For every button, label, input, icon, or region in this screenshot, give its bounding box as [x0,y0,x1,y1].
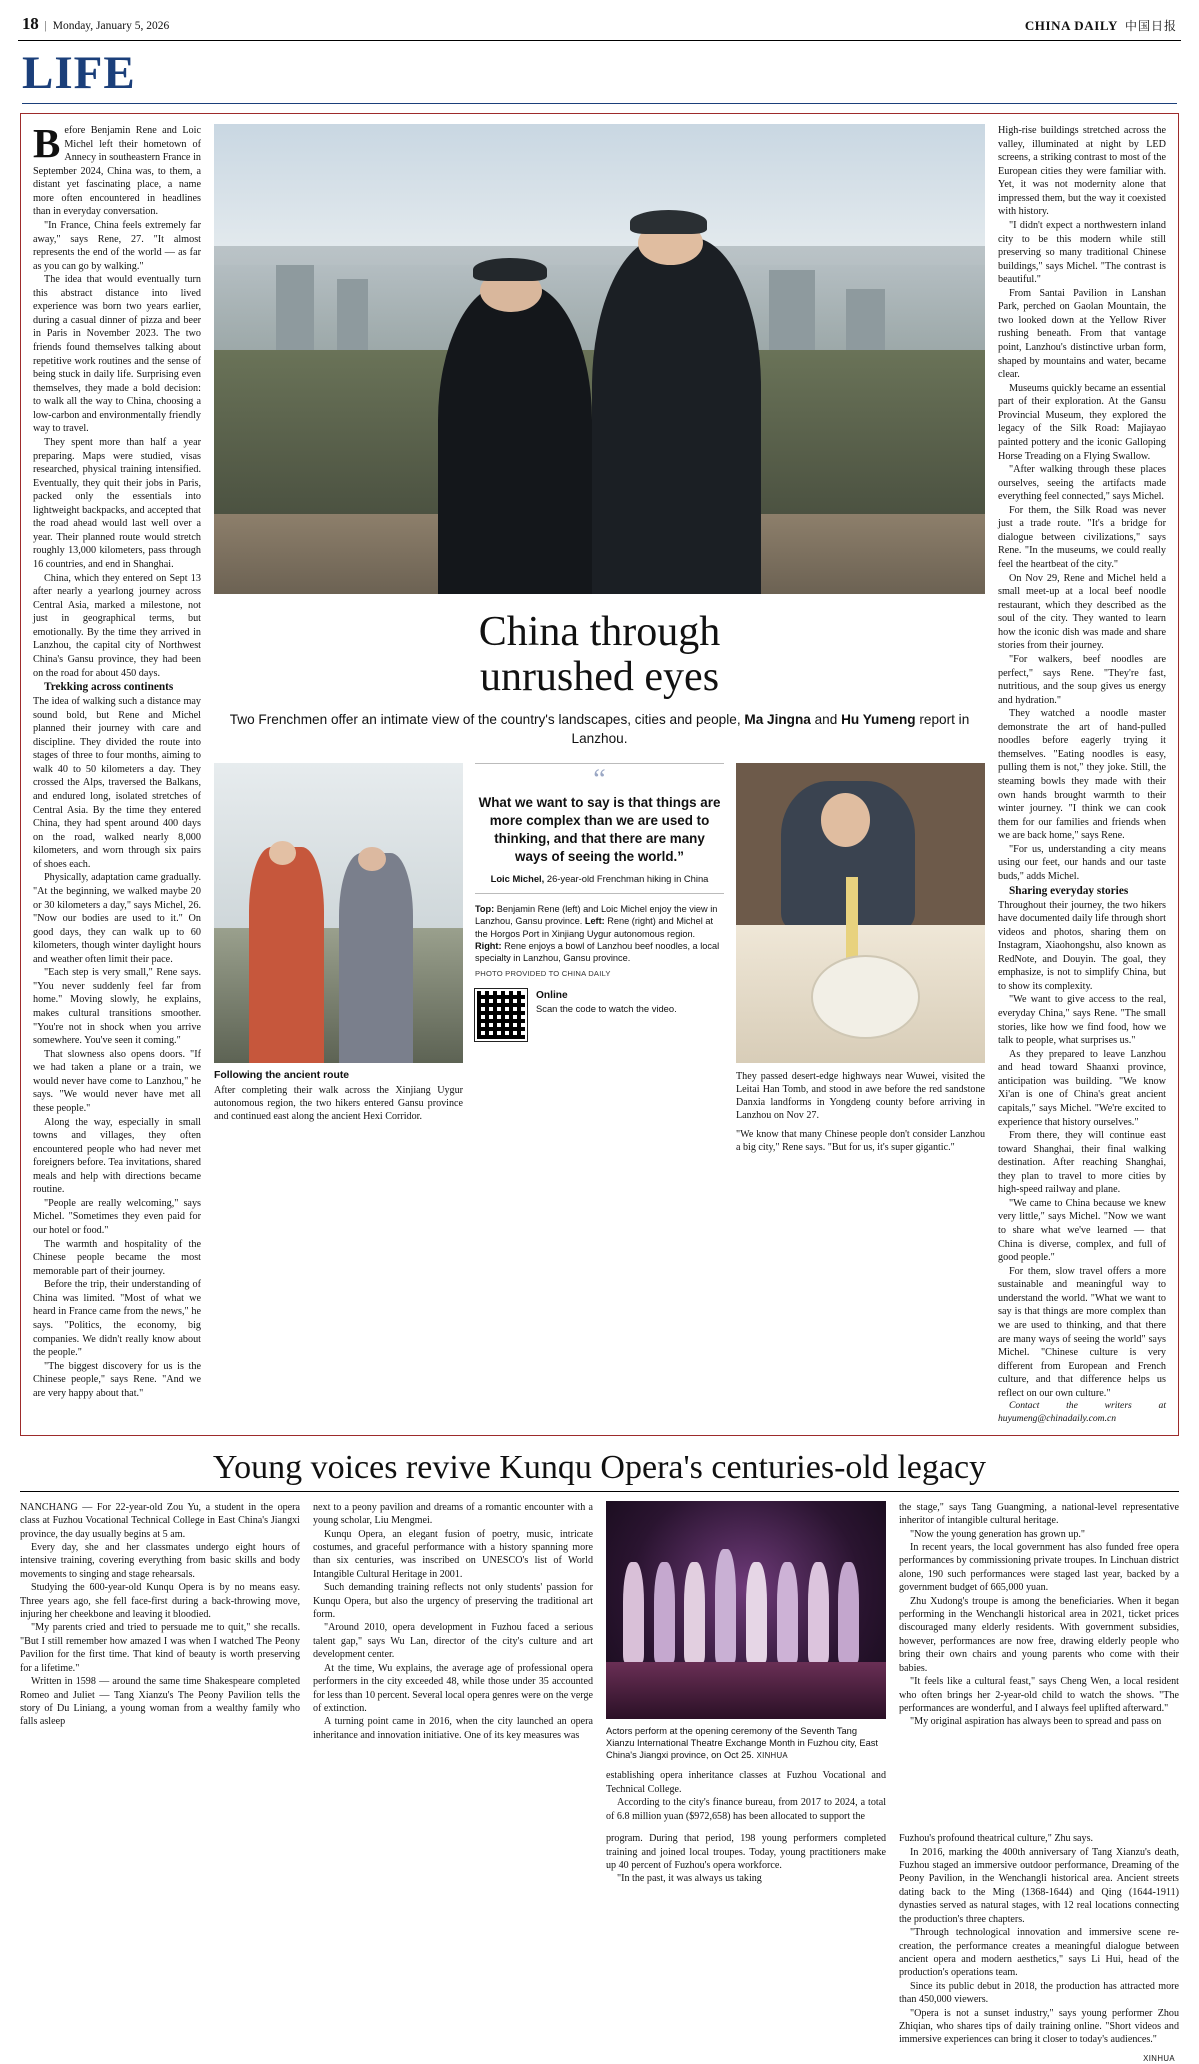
online-label: Online [536,990,568,1002]
paragraph: The warmth and hospitality of the Chinese people became the most memorable part of their journey. [33,1238,201,1277]
photo-sky [214,124,985,265]
feature-lower-row [214,763,985,1155]
caption-source: XINHUA [756,1751,788,1761]
sidebar-body-continued: They passed desert-edge highways near Wuwei, visited the Leitai Han Tomb, and stood in awe before the red sandstone Danxia landforms in Yongdeng county before arriving in Lanzhou on Nov 27. [736,1070,985,1122]
paragraph: "My parents cried and tried to persuade me to quit," she recalls. "But I still remember how amazed I was when I watched The Peony Pavilion for the first time. That kind of beauty is worth preserving for a lifetime." [20,1622,300,1674]
paragraph: Throughout their journey, the two hikers have documented daily life through short videos and photos, sharing them on Instagram, Xiaohongshu, also known as RedNote, and Douyin. The goal, they emphasize, is not to simplify China, but to show its complexity. [998,899,1166,992]
paragraph: That slowness also opens doors. "If we had taken a plane or a train, we would never have come to Lanzhou," he says. "We would never have met all these people." [33,1048,201,1114]
photo-person-left [249,847,324,1063]
paragraph: "We came to China because we knew very little," says Michel. "Now we want to share what we've learned — that China is diverse, complex, and full of good people." [998,1197,1166,1264]
photo-face-right [358,847,385,871]
paragraph: As they prepared to leave Lanzhou and head toward Shaanxi province, anticipation was building. "We know Xi'an is one of China's great ancient capitals," says Michel. "We're excited to experience that history ourselves." [998,1048,1166,1128]
writer-name-1: Ma Jingna [744,712,811,728]
photo-performer [623,1562,644,1662]
story2-column-1 [20,1501,300,1824]
contact-line: Contact the writers at huyumeng@chinadaily.com.cn [998,1400,1166,1424]
paragraph: From there, they will continue east toward Shanghai, their final walking destination. After reaching Shanghai, they plan to travel to more cities by high-speed railway and plane. [998,1130,1166,1196]
photo-building [276,265,315,350]
story2-lower-col-4 [899,1832,1179,2064]
sidebar-body: After completing their walk across the Xinjiang Uygur autonomous region, the two hikers entered Gansu province and continued east along the ancient Hexi Corridor. [214,1084,463,1123]
photo-person-right [592,237,762,594]
paragraph: Since its public debut in 2018, the production has attracted more than 450,000 viewers. [899,1980,1179,2006]
masthead-right [1025,17,1177,34]
sidebar-closing-quote: "We know that many Chinese people don't consider Lanzhou a big city," Rene says. "But for us, it's super gigantic." [736,1128,985,1154]
paragraph: Before Benjamin Rene and Loic Michel left their hometown of Annecy in southeastern France in September 2024, China was, to them, a distant yet fascinating place, a name more often encountered in headlines than in everyday conversation. [33,120,201,218]
paragraph: "I didn't expect a northwestern inland city to be this modern while still preserving so many traditional Chinese buildings," says Michel. "The contrast is beautiful." [998,219,1166,286]
brand-name: CHINA DAILY [1024,18,1118,33]
online-instruction: Scan the code to watch the video. [536,1002,677,1014]
caption-text-top: Benjamin Rene (left) and Loic Michel enjoy the view in Lanzhou, Gansu province. [475,904,718,927]
paragraph: In 2016, marking the 400th anniversary of Tang Xianzu's death, Fuzhou staged an immersive outdoor performance, Dreaming of the Peony Pavilion, in the Wenchangli historical area. Ancient streets dating back to the Ming (1368-1644) and Qing (1644-1911) dynasties served as natural stages, with 12 real locations connecting the production's three chapters. [899,1846,1179,1925]
second-story-rule [20,1491,1179,1492]
caption-text-left: Rene (right) and Michel at the Horgos Port in Xinjiang Uygur autonomous region. [475,916,713,939]
paragraph: "People are really welcoming," says Michel. "Sometimes they even paid for our hotel or food." [33,1197,201,1237]
paragraph: Along the way, especially in small towns and villages, they often encountered people who had never met foreigners before. Tea invitations, shared meals and help with directions became routine. [33,1116,201,1196]
paragraph: "Opera is not a sunset industry," says young performer Zhou Zhiqian, who shares tips of daily training online. "Short videos and immersive experiences can bring it closer to today's audiences." [899,2007,1179,2046]
paragraph: According to the city's finance bureau, from 2017 to 2024, a total of 6.8 million yuan ($972,658) has been allocated to support the [606,1797,886,1822]
photo-credit: PHOTO PROVIDED TO CHINA DAILY [475,969,611,979]
section-rule [22,103,1177,104]
photo-performer [838,1562,859,1662]
qr-code-icon[interactable] [475,989,527,1041]
paragraph: A turning point came in 2016, when the city launched an opera inheritance and innovation initiative. One of its key measures was [313,1716,593,1741]
paragraph: establishing opera inheritance classes at Fuzhou Vocational and Technical College. [606,1770,886,1795]
paragraph: At the time, Wu explains, the average age of professional opera performers in the city exceeded 48, while those under 35 accounted for less than 10 percent. Several local opera genres were on the verge of extinction. [313,1662,593,1714]
paragraph: China, which they entered on Sept 13 after nearly a yearlong journey across Central Asia, marked a milestone, not just in geographical terms, but emotionally. By the time they arrived in Lanzhou, the capital city of Northwest China's Gansu province, they had been on the road for about 450 days. [33,572,201,679]
caption-label-left: Left: [584,916,605,927]
photo-hat-left [473,258,547,282]
feature-deck [214,711,985,749]
caption-text: Actors perform at the opening ceremony of the Seventh Tang Xianzu International Theatre Exchange Month in Fuzhou city, East China's Jiangxi province, on Oct 25. [606,1725,879,1761]
paragraph: The idea of walking such a distance may sound bold, but Rene and Michel planned their journey with care and discipline. They divided the route into stages of three to four months, aiming to walk 40 to 50 kilometers a day. They crossed the Alps, traversed the Balkans, and endured long, isolated stretches of Central Asia. By the time they entered China, they had spent around 400 days on the road, walked nearly 8,000 kilometers, and worn through six pairs of shoes each. [33,696,201,870]
paragraph: NANCHANG — For 22-year-old Zou Yu, a student in the opera class at Fuzhou Vocational Technical College in East China's Jiangxi province, the day usually begins at 5 am. [20,1501,300,1540]
story2-lower-col-2 [313,1832,593,2064]
quote-mark-icon: “ [593,763,606,795]
paragraph: "After walking through these places ourselves, seeing the artifacts made everything feel connected," says Michel. [998,464,1166,503]
story2-lower-col-3 [606,1832,886,2064]
paragraph: "Through technological innovation and immersive scene re-creation, the performance creates a meaningful dialogue between ancient opera and modern aesthetics," says Li Hui, head of the production's operations team. [899,1927,1179,1979]
story2-column-3-text [606,1769,886,1823]
photo-performer [654,1562,675,1662]
writer-name-2: Hu Yumeng [841,712,916,728]
paragraph: "In France, China feels extremely far away," says Rene, 27. "It almost represents the end of the world — as far as you can go by walking." [33,219,201,272]
subheading: Sharing everyday stories [1009,884,1129,897]
second-story-columns [20,1501,1179,1824]
deck-part-2: report in Lanzhou. [571,712,970,746]
masthead [18,0,1181,41]
pull-quote-attribution [477,873,722,885]
paragraph: They spent more than half a year preparing. Maps were studied, visas researched, physical training intensified. Eventually, they quit their jobs in Paris, packed only the essentials into lightweight backpacks, and accepted that the road ahead would last well over a year. Their planned route would stretch roughly 13,000 kilometers, pass through 16 countries, and end in Shanghai. [33,436,201,570]
attribution-detail: 26-year-old Frenchman hiking in China [544,872,709,884]
caption-text-right: Rene enjoys a bowl of Lanzhou beef noodles, a local specialty in Lanzhou, Gansu province. [475,940,720,964]
lower-column-pullquote [475,763,724,1155]
paragraph: "We want to give access to the real, everyday China," says Rene. "The small stories, like how we find food, how we talk to people, what surprises us." [998,994,1166,1047]
photo-performer [684,1562,705,1662]
paragraph: Written in 1598 — around the same time Shakespeare completed Romeo and Juliet — Tang Xianzu's The Peony Pavilion tells the story of Du Liniang, a young woman from a wealthy family who falls asleep [20,1676,300,1728]
paragraph: The idea that would eventually turn this abstract distance into lived experience was born two years earlier, during a casual dinner of pizza and beer in Paris in November 2023. The two friends found themselves talking about repetitive work routines and the sense of being stuck in daily life. Surprising even themselves, they made a bold decision: to walk all the way to China, choosing a low-carbon and environmentally friendly way to travel. [33,274,201,435]
photo-stage-floor [606,1662,886,1719]
feature-right-column [998,124,1166,1425]
photo-person-right [339,853,414,1063]
paragraph: "Each step is very small," Rene says. "You never suddenly feel far from home." Moving slowly, he explains, makes cultural transitions smoother. "You're not in shock when you arrive somewhere. You've seen it coming." [33,967,201,1047]
paragraph: Studying the 600-year-old Kunqu Opera is by no means easy. Three years ago, she fell face-first during a back-throwing move, injuring her cheekbone and leaving it bloodied. [20,1582,300,1621]
headline-line-2: unrushed eyes [479,653,720,700]
photo-horgos-port [214,763,463,1063]
deck-conjunction: and [810,712,842,728]
paragraph: For them, slow travel offers a more sustainable and meaningful way to understand the world. "What we want to say is that things are more complex than we are used to thinking, and that there are many ways of seeing the world" says Michel. "Chinese culture is very different from European and French culture, and that difference helps us reflect on our own culture." [998,1265,1166,1399]
feature-headline [214,610,985,699]
paragraph: "Around 2010, opera development in Fuzhou faced a serious talent gap," says Wu Lan, director of the city's culture and art development center. [313,1622,593,1661]
story2-lower-col-1 [20,1832,300,2064]
photo-face-left [269,841,296,865]
masthead-left [22,14,169,34]
paragraph: For them, the Silk Road was never just a trade route. "It's a bridge for dialogue between civilizations," says Rene. "In the museums, we could really feel the heartbeat of the city." [998,504,1166,570]
paragraph: "It feels like a cultural feast," says Cheng Wen, a local resident who often brings her 2-year-old child to watch the shows. "The performances are wonderful, and I always feel uplifted afterward." [899,1676,1179,1714]
pull-quote-text: What we want to say is that things are more complex than we are used to thinking, and that there are many ways of seeing the world.” [478,795,721,864]
story-source: XINHUA [1143,2053,1175,2063]
paragraph: Kunqu Opera, an elegant fusion of poetry, music, intricate costumes, and graceful performance with a history spanning more than six centuries, was inscribed on UNESCO's list of World Intangible Cultural Heritage in 2001. [313,1528,593,1580]
photo-person-left [438,284,592,594]
feature-center-column [214,124,985,1425]
paragraph: In recent years, the local government has also funded free opera performances by commissioning private troupes. In Linchuan district alone, 190 such performances were staged last year, backed by a government budget of 665,000 yuan. [899,1541,1179,1594]
paragraph: From Santai Pavilion in Lanshan Park, perched on Gaolan Mountain, the two looked down at the Yellow River rushing beneath. From that vantage point, Lanzhou's distinctive urban form, shaped by mountains and water, became clear. [998,287,1166,381]
second-story-headline: Young voices revive Kunqu Opera's centuries-old legacy [212,1449,987,1487]
section-title: LIFE [22,47,136,99]
deck-part-1: Two Frenchmen offer an intimate view of the country's landscapes, cities and people, [229,712,745,728]
paragraph: next to a peony pavilion and dreams of a romantic encounter with a young scholar, Liu Mengmei. [313,1501,593,1527]
paragraph: "The biggest discovery for us is the Chinese people," says Rene. "And we are very happy about that." [33,1360,201,1399]
photo-performer [715,1549,736,1662]
lower-column-photo-left [214,763,463,1155]
photo-beef-noodles [736,763,985,1063]
paragraph: On Nov 29, Rene and Michel held a small meet-up at a local beef noodle restaurant, which they described as the soul of the city. They wanted to learn how the iconic dish was made and share stories from their journey. [998,572,1166,652]
photo-performer [808,1562,829,1662]
paragraph: "Now the young generation has grown up." [910,1528,1086,1540]
opera-stage-photo [606,1501,886,1719]
photo-building [769,270,815,350]
paragraph: Every day, she and her classmates undergo eight hours of intensive training, covering everything from basic skills and body movements to singing and stage rehearsals. [20,1541,300,1580]
paragraph: Such demanding training reflects not only students' passion for Kunqu Opera, but also the urgency of preserving the traditional art form. [313,1582,593,1621]
page-number: 18 [22,14,39,33]
paragraph: High-rise buildings stretched across the valley, illuminated at night by LED screens, a striking contrast to most of the European cities they were familiar with. Yet, it was not modernity alone that impressed them, but the way it coexisted with history. [998,125,1166,218]
photo-bowl [811,955,921,1039]
paragraph: They watched a noodle master demonstrate the art of hand-pulled noodles before eagerly trying it themselves. "Eating noodles is easy, pulling them is not," they joke. Still, the steaming bowls they made with their own hands brought warmth to their winter journey. "I think we can cook them for our families and friends when we are back home," says Rene. [998,708,1166,842]
photo-face [821,793,871,847]
paragraph: Zhu Xudong's troupe is among the beneficiaries. When it began performing in the Wenchangli historical area in 2021, ticket prices discouraged many elderly residents. With government subsidies, however, performances are now free, drawing elderly people who bring their own chairs and young parents who come with their babies. [899,1595,1179,1674]
story2-column-3 [606,1501,886,1824]
paragraph: "In the past, it was always us taking [617,1873,762,1885]
online-block [475,989,724,1041]
lower-column-photo-right [736,763,985,1155]
paragraph: Physically, adaptation came gradually. "At the beginning, we walked maybe 20 or 30 kilometers a day," says Michel, 26. "Now our bodies are used to it." On good days, they can walk up to 60 kilometers, though winter daylight hours and weather often limit their pace. [33,872,201,965]
caption-label-top: Top: [475,904,495,915]
paragraph: Before the trip, their understanding of China was limited. "Most of what we heard in France came from the news," he says. "Politics, the economy, big companies. We didn't really know about the people." [33,1279,201,1359]
photo-hat-right [630,210,707,234]
paragraph: Fuzhou's profound theatrical culture," Zhu says. [899,1833,1094,1845]
photo-performer [777,1562,798,1662]
opera-photo-caption [606,1725,886,1762]
online-text [536,989,677,1014]
masthead-date: Monday, January 5, 2026 [52,20,170,32]
paragraph: "For us, understanding a city means using our feet, our hands and our taste buds," adds Michel. [998,843,1166,882]
paragraph: "For walkers, beef noodles are perfect," says Rene. "They're fast, nutritious, and the soup gives us energy and hydration." [998,653,1166,706]
brand-name-chinese: 中国日报 [1124,19,1177,33]
attribution-name: Loic Michel, [490,872,545,884]
photo-building [337,279,368,350]
hero-photo [214,124,985,594]
photo-building [846,289,885,350]
paragraph: the stage," says Tang Guangming, a national-level representative inheritor of intangible cultural heritage. [899,1501,1179,1527]
feature-left-column [33,120,201,1425]
story2-column-2 [313,1501,593,1824]
story2-column-4 [899,1501,1179,1824]
photo-captions [475,903,724,979]
headline-line-1: China through [478,609,721,655]
paragraph: program. During that period, 198 young performers completed training and joined local troupes. Today, young practitioners make up 40 percent of Fuzhou's opera workforce. [606,1833,886,1871]
second-story-columns-lower [20,1832,1179,2064]
sidebar-heading: Following the ancient route [214,1069,350,1081]
paragraph: "My original aspiration has always been to spread and pass on [910,1716,1162,1728]
feature-article [20,113,1179,1436]
paragraph: Museums quickly became an essential part of their exploration. At the Gansu Provincial Museum, they explored the legacy of the Silk Road: Majiayao painted pottery and the iconic Galloping Horse Treading on a Flying Swallow. [998,382,1166,462]
subheading: Trekking across continents [44,681,174,694]
caption-label-right: Right: [475,940,502,951]
photo-performer [746,1562,767,1662]
masthead-separator: | [44,20,47,32]
pull-quote-block [475,763,724,895]
